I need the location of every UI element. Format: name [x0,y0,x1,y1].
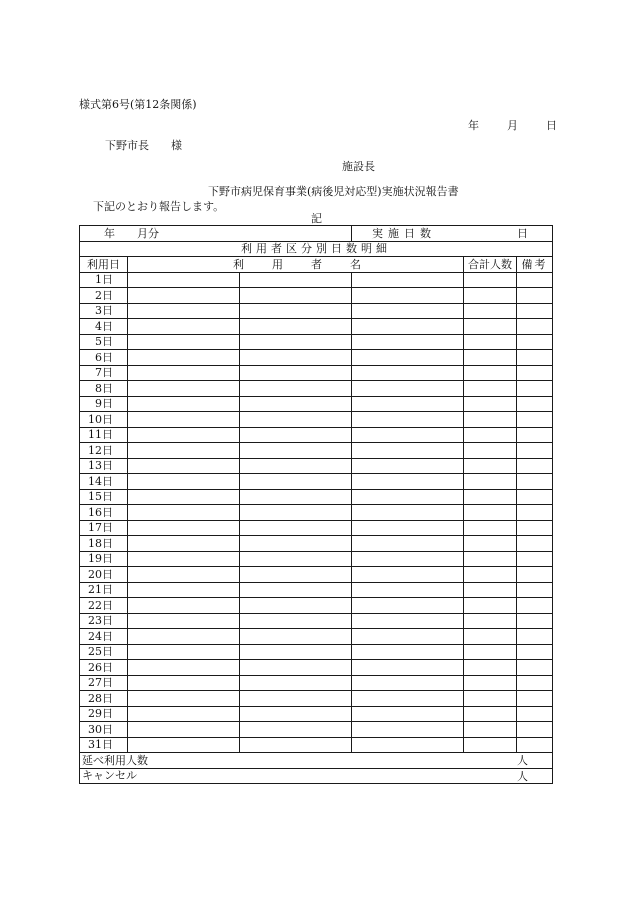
period-row [80,226,553,242]
remarks-cell[interactable] [517,319,553,335]
day-row [80,443,553,459]
user-cell-1[interactable] [128,489,240,505]
day-label: 20日 [80,567,128,583]
user-cell-3[interactable] [352,350,464,366]
total-users-unit: 人 [517,754,529,767]
total-cell[interactable] [464,691,517,707]
user-cell-1[interactable] [128,737,240,753]
day-row [80,319,553,335]
cancel-cell [80,768,553,784]
remarks-cell[interactable] [517,412,553,428]
day-label: 31日 [80,737,128,753]
user-cell-3[interactable] [352,381,464,397]
day-label: 26日 [80,660,128,676]
remarks-cell[interactable] [517,272,553,288]
period-cell [80,226,352,242]
user-cell-2[interactable] [240,350,352,366]
total-cell[interactable] [464,334,517,350]
user-cell-1[interactable] [128,660,240,676]
day-row [80,706,553,722]
period-month: 月分 [137,226,159,240]
total-cell[interactable] [464,288,517,304]
remarks-cell[interactable] [517,381,553,397]
remarks-cell[interactable] [517,567,553,583]
day-row [80,505,553,521]
remarks-cell[interactable] [517,365,553,381]
date-day: 日 [546,119,557,132]
days-cell [352,226,553,242]
day-label: 14日 [80,474,128,490]
day-row [80,396,553,412]
user-cell-3[interactable] [352,675,464,691]
remarks-cell[interactable] [517,536,553,552]
total-users-row [80,753,553,769]
user-cell-1[interactable] [128,722,240,738]
user-cell-2[interactable] [240,737,352,753]
user-cell-1[interactable] [128,396,240,412]
user-cell-2[interactable] [240,582,352,598]
user-cell-3[interactable] [352,706,464,722]
day-label: 7日 [80,365,128,381]
user-cell-3[interactable] [352,551,464,567]
day-label: 28日 [80,691,128,707]
day-label: 13日 [80,458,128,474]
user-cell-1[interactable] [128,536,240,552]
user-cell-2[interactable] [240,319,352,335]
column-header-row [80,257,553,273]
recipient-honorific: 様 [171,139,182,152]
total-cell[interactable] [464,443,517,459]
day-label: 17日 [80,520,128,536]
day-row [80,722,553,738]
day-label: 22日 [80,598,128,614]
day-label: 27日 [80,675,128,691]
user-cell-1[interactable] [128,691,240,707]
user-cell-3[interactable] [352,489,464,505]
day-row [80,629,553,645]
total-cell[interactable] [464,365,517,381]
user-cell-3[interactable] [352,567,464,583]
col-user-char-3: 者 [311,258,322,271]
remarks-cell[interactable] [517,675,553,691]
remarks-cell[interactable] [517,660,553,676]
day-row [80,474,553,490]
day-label: 2日 [80,288,128,304]
report-table [79,225,553,784]
user-cell-2[interactable] [240,458,352,474]
day-row [80,489,553,505]
total-cell[interactable] [464,551,517,567]
day-label: 1日 [80,272,128,288]
total-cell[interactable] [464,303,517,319]
day-label: 12日 [80,443,128,459]
user-cell-3[interactable] [352,443,464,459]
cancel-label: キャンセル [82,769,137,783]
user-cell-1[interactable] [128,675,240,691]
day-row [80,675,553,691]
user-cell-3[interactable] [352,288,464,304]
total-cell[interactable] [464,660,517,676]
total-cell[interactable] [464,489,517,505]
user-cell-2[interactable] [240,644,352,660]
total-cell[interactable] [464,427,517,443]
remarks-cell[interactable] [517,737,553,753]
day-row [80,567,553,583]
section-title-row [80,241,553,257]
remarks-cell[interactable] [517,582,553,598]
day-label: 16日 [80,505,128,521]
document-title: 下野市病児保育事業(病後児対応型)実施状況報告書 [208,185,459,198]
user-cell-1[interactable] [128,629,240,645]
user-cell-3[interactable] [352,660,464,676]
user-cell-2[interactable] [240,396,352,412]
user-cell-1[interactable] [128,551,240,567]
user-cell-2[interactable] [240,660,352,676]
col-user-char-1: 利 [233,258,244,271]
remarks-cell[interactable] [517,706,553,722]
total-users-cell [80,753,553,769]
user-cell-2[interactable] [240,288,352,304]
total-cell[interactable] [464,474,517,490]
cancel-unit: 人 [517,769,529,783]
user-cell-3[interactable] [352,582,464,598]
day-row [80,427,553,443]
user-cell-1[interactable] [128,427,240,443]
user-cell-3[interactable] [352,396,464,412]
total-cell[interactable] [464,536,517,552]
ki-label: 記 [311,212,322,225]
form-number: 様式第6号(第12条関係) [79,98,197,111]
recipient-name: 下野市長 [105,139,149,152]
user-cell-2[interactable] [240,675,352,691]
remarks-cell[interactable] [517,288,553,304]
user-cell-1[interactable] [128,350,240,366]
user-cell-2[interactable] [240,381,352,397]
day-row [80,334,553,350]
day-label: 18日 [80,536,128,552]
user-cell-1[interactable] [128,443,240,459]
day-row [80,598,553,614]
user-cell-2[interactable] [240,489,352,505]
total-users-label: 延べ利用人数 [82,753,148,767]
user-cell-1[interactable] [128,505,240,521]
user-cell-3[interactable] [352,691,464,707]
day-label: 21日 [80,582,128,598]
days-unit: 日 [517,227,529,240]
day-label: 19日 [80,551,128,567]
cancel-row [80,768,553,784]
total-cell[interactable] [464,644,517,660]
user-cell-3[interactable] [352,737,464,753]
user-cell-1[interactable] [128,319,240,335]
remarks-cell[interactable] [517,474,553,490]
day-row [80,272,553,288]
user-cell-3[interactable] [352,334,464,350]
user-cell-2[interactable] [240,272,352,288]
user-cell-3[interactable] [352,458,464,474]
day-label: 11日 [80,427,128,443]
section-title: 利用者区分別日数明細 [80,241,553,257]
day-row [80,288,553,304]
user-cell-3[interactable] [352,505,464,521]
col-user-header [128,257,464,273]
user-cell-1[interactable] [128,520,240,536]
day-label: 8日 [80,381,128,397]
user-cell-3[interactable] [352,303,464,319]
day-row [80,691,553,707]
user-cell-1[interactable] [128,303,240,319]
user-cell-2[interactable] [240,598,352,614]
user-cell-1[interactable] [128,365,240,381]
user-cell-3[interactable] [352,412,464,428]
user-cell-2[interactable] [240,722,352,738]
total-cell[interactable] [464,412,517,428]
user-cell-2[interactable] [240,706,352,722]
day-row [80,536,553,552]
user-cell-3[interactable] [352,427,464,443]
remarks-cell[interactable] [517,489,553,505]
remarks-cell[interactable] [517,598,553,614]
user-cell-1[interactable] [128,334,240,350]
user-cell-1[interactable] [128,474,240,490]
user-cell-3[interactable] [352,598,464,614]
user-cell-2[interactable] [240,629,352,645]
day-label: 29日 [80,706,128,722]
day-row [80,644,553,660]
user-cell-1[interactable] [128,567,240,583]
user-cell-3[interactable] [352,474,464,490]
day-row [80,520,553,536]
user-cell-1[interactable] [128,582,240,598]
total-cell[interactable] [464,458,517,474]
user-cell-1[interactable] [128,706,240,722]
user-cell-3[interactable] [352,319,464,335]
remarks-cell[interactable] [517,505,553,521]
day-row [80,365,553,381]
total-cell[interactable] [464,706,517,722]
day-row [80,582,553,598]
user-cell-3[interactable] [352,722,464,738]
date-month: 月 [507,119,518,132]
day-row [80,303,553,319]
day-row [80,613,553,629]
col-date-header: 利用日 [80,257,128,273]
total-cell[interactable] [464,737,517,753]
day-label: 25日 [80,644,128,660]
user-cell-1[interactable] [128,644,240,660]
total-cell[interactable] [464,613,517,629]
user-cell-3[interactable] [352,272,464,288]
days-label: 実施日数 [372,226,437,240]
remarks-cell[interactable] [517,443,553,459]
user-cell-3[interactable] [352,520,464,536]
day-label: 5日 [80,334,128,350]
user-cell-1[interactable] [128,412,240,428]
col-user-char-4: 名 [350,258,361,271]
user-cell-2[interactable] [240,474,352,490]
date-year: 年 [468,119,479,132]
col-remarks-header: 備考 [517,257,553,273]
day-label: 15日 [80,489,128,505]
total-cell[interactable] [464,381,517,397]
user-cell-1[interactable] [128,381,240,397]
day-label: 9日 [80,396,128,412]
user-cell-2[interactable] [240,427,352,443]
remarks-cell[interactable] [517,350,553,366]
user-cell-3[interactable] [352,613,464,629]
remarks-cell[interactable] [517,458,553,474]
day-label: 30日 [80,722,128,738]
user-cell-2[interactable] [240,691,352,707]
user-cell-3[interactable] [352,629,464,645]
remarks-cell[interactable] [517,303,553,319]
day-row [80,381,553,397]
total-cell[interactable] [464,629,517,645]
remarks-cell[interactable] [517,613,553,629]
user-cell-3[interactable] [352,365,464,381]
user-cell-2[interactable] [240,443,352,459]
day-label: 10日 [80,412,128,428]
user-cell-2[interactable] [240,303,352,319]
day-label: 24日 [80,629,128,645]
total-cell[interactable] [464,675,517,691]
total-cell[interactable] [464,396,517,412]
user-cell-2[interactable] [240,505,352,521]
day-row [80,551,553,567]
user-cell-3[interactable] [352,536,464,552]
remarks-cell[interactable] [517,334,553,350]
remarks-cell[interactable] [517,396,553,412]
user-cell-1[interactable] [128,272,240,288]
remarks-cell[interactable] [517,551,553,567]
user-cell-3[interactable] [352,644,464,660]
user-cell-2[interactable] [240,613,352,629]
total-cell[interactable] [464,598,517,614]
user-cell-2[interactable] [240,520,352,536]
user-cell-2[interactable] [240,567,352,583]
day-label: 23日 [80,613,128,629]
day-row [80,412,553,428]
total-cell[interactable] [464,722,517,738]
user-cell-1[interactable] [128,288,240,304]
intro-text: 下記のとおり報告します。 [93,200,225,213]
total-cell[interactable] [464,582,517,598]
period-year: 年 [104,226,115,240]
day-row [80,350,553,366]
user-cell-2[interactable] [240,551,352,567]
user-cell-2[interactable] [240,412,352,428]
day-label: 3日 [80,303,128,319]
remarks-cell[interactable] [517,629,553,645]
total-cell[interactable] [464,520,517,536]
sender-title: 施設長 [342,160,375,173]
total-cell[interactable] [464,567,517,583]
total-cell[interactable] [464,350,517,366]
date-line [468,120,557,131]
total-cell[interactable] [464,319,517,335]
user-cell-1[interactable] [128,458,240,474]
user-cell-2[interactable] [240,334,352,350]
user-cell-1[interactable] [128,598,240,614]
col-total-header: 合計人数 [464,257,517,273]
user-cell-2[interactable] [240,536,352,552]
day-row [80,660,553,676]
day-row [80,737,553,753]
total-cell[interactable] [464,272,517,288]
remarks-cell[interactable] [517,691,553,707]
user-cell-1[interactable] [128,613,240,629]
remarks-cell[interactable] [517,644,553,660]
total-cell[interactable] [464,505,517,521]
col-user-char-2: 用 [272,258,283,271]
recipient-line [105,140,182,151]
day-label: 4日 [80,319,128,335]
remarks-cell[interactable] [517,520,553,536]
remarks-cell[interactable] [517,427,553,443]
day-label: 6日 [80,350,128,366]
remarks-cell[interactable] [517,722,553,738]
user-cell-2[interactable] [240,365,352,381]
day-row [80,458,553,474]
